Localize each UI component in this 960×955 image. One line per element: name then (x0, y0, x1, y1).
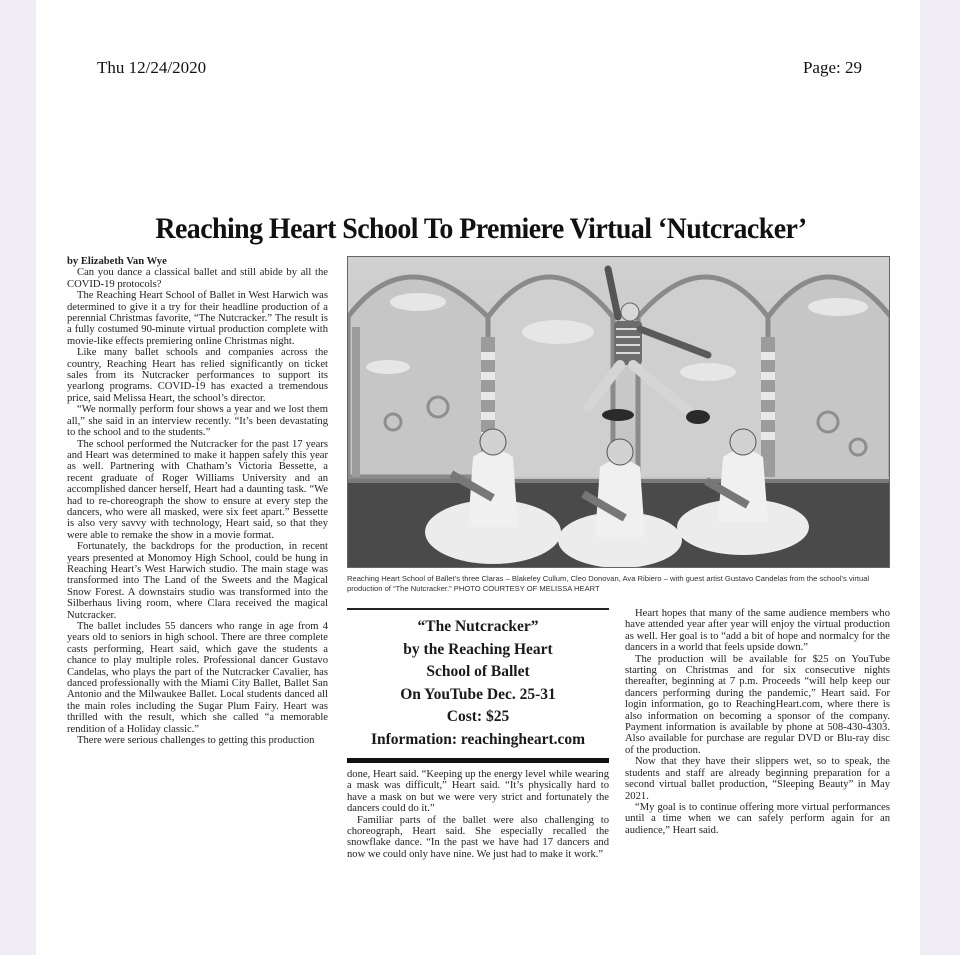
paragraph: “We normally perform four shows a year and we lost them all,” she said in an interview recently. “It’s been devastating to the school and to the students.” (67, 404, 328, 439)
byline: by Elizabeth Van Wye (67, 256, 167, 267)
paragraph: The ballet includes 55 dancers who range in age from 4 years old to seniors in high school. There are three complete casts performing, Heart said, which gave the students a chance to play multiple roles. Professional dancer Gustavo Candelas, who plays the part of the Nutcracker Cavalier, has danced professionally with the Miami City Ballet, Ballet San Antonio and the Milwaukee Ballet. Local students danced all the main roles including the Sugar Plum Fairy. Heart was thrilled with the result, which she called “a memorable rendition of a Holiday classic.” (67, 621, 328, 735)
paragraph: “My goal is to continue offering more virtual performances until a time when we can safely perform again for an audience,” Heart said. (625, 801, 890, 836)
info-presenter-cont: School of Ballet (426, 663, 530, 680)
paragraph: There were serious challenges to getting this production (77, 735, 315, 747)
paragraph: The Reaching Heart School of Ballet in West Harwich was determined to give it a try for their headline production of a perennial Christmas favorite, “The Nutcracker.” The result is a fully costumed 90-minute virtual production complete with movie-like effects premiering online Christmas night. (67, 290, 328, 347)
page-date: Thu 12/24/2020 (97, 58, 207, 77)
paragraph: The school performed the Nutcracker for the past 17 years and Heart was determined to make it happen safely this year as well. Partnering with Chatham’s Victoria Bessette, a recent graduate of Roger Williams University and an accomplished dancer herself, Heart had a daunting task. “We had to re-choreograph the show to ensure at every step the dancers, who were all masked, were six feet apart.” Bessette is also very savvy with technology, Heart said, so that they were able to remake the show in a movie format. (67, 438, 328, 541)
newspaper-page (36, 0, 920, 955)
paragraph: Heart hopes that many of the same audience members who have attended year after year will enjoy the virtual production as well. Her goal is to “add a bit of hope and normalcy for the dancers in a world that feels upside down.” (625, 608, 890, 654)
info-dates: On YouTube Dec. 25-31 (400, 685, 556, 703)
info-cost: Cost: $25 (446, 708, 510, 725)
paragraph: done, Heart said. “Keeping up the energy level while wearing a mask was difficult,” Heart said. “It’s physically hard to have a mask on but we were very strict and fortunately the dancers could do it.” (347, 769, 609, 815)
info-presenter: by the Reaching Heart (403, 640, 553, 658)
info-title: “The Nutcracker” (417, 618, 539, 635)
paragraph: Can you dance a classical ballet and still abide by all the COVID-19 protocols? (67, 267, 328, 290)
paragraph: Now that they have their slippers wet, so to speak, the students and staff are already beginning preparation for a second virtual ballet production, “Sleeping Beauty” in May 2021. (625, 756, 890, 802)
paragraph: The production will be available for $25 on YouTube starting on Christmas and for six consecutive nights thereafter, beginning at 7 p.m. Proceeds “will help keep our dancers performing during the pandemic,” Heart said. For login information, go to ReachingHeart.com, where there is also information on becoming a sponsor of the company. Payment information is available by phone at 508-430-4303. Also available for purchase are regular DVD or Blu-ray disc of the production. (625, 653, 890, 756)
ballet-photo-illustration (348, 257, 890, 568)
article-photo (347, 256, 890, 568)
paragraph: Fortunately, the backdrops for the production, in recent years presented at Monomoy High School, could be hung in Reaching Heart’s West Harwich studio. The main stage was transformed into The Land of the Sweets and the Magical Snow Forest. A downstairs studio was transformed into the Silberhaus living room, where Clara received the magical Nutcracker. (67, 541, 328, 621)
article-column-1 (67, 256, 328, 746)
info-website: Information: reachingheart.com (370, 730, 586, 748)
paragraph: Like many ballet schools and companies across the country, Reaching Heart has relied significantly on ticket sales from its Nutcracker performances to support its yearlong programs. COVID-19 has exacted a tremendous price, said Melissa Heart, the school’s director. (67, 347, 328, 404)
paragraph: Familiar parts of the ballet were also challenging to choreograph, Heart said. She especially recalled the snowflake dance. “In the past we have had 17 dancers and now we could only have nine. We just had to make it work.” (347, 814, 609, 860)
event-info-box (347, 608, 609, 763)
article-column-2 (347, 769, 609, 860)
page-number: Page: 29 (802, 58, 862, 77)
article-headline: Reaching Heart School To Premiere Virtual ‘Nutcracker’ (155, 212, 807, 245)
photo-caption: Reaching Heart School of Ballet’s three Claras – Blakeley Cullum, Cleo Donovan, Ava Ribiero – with guest artist Gustavo Candelas from the school’s virtual production of “The Nutcracker.” PHOTO COURTESY OF MELISSA HEART (347, 574, 870, 593)
article-column-3 (625, 608, 890, 836)
